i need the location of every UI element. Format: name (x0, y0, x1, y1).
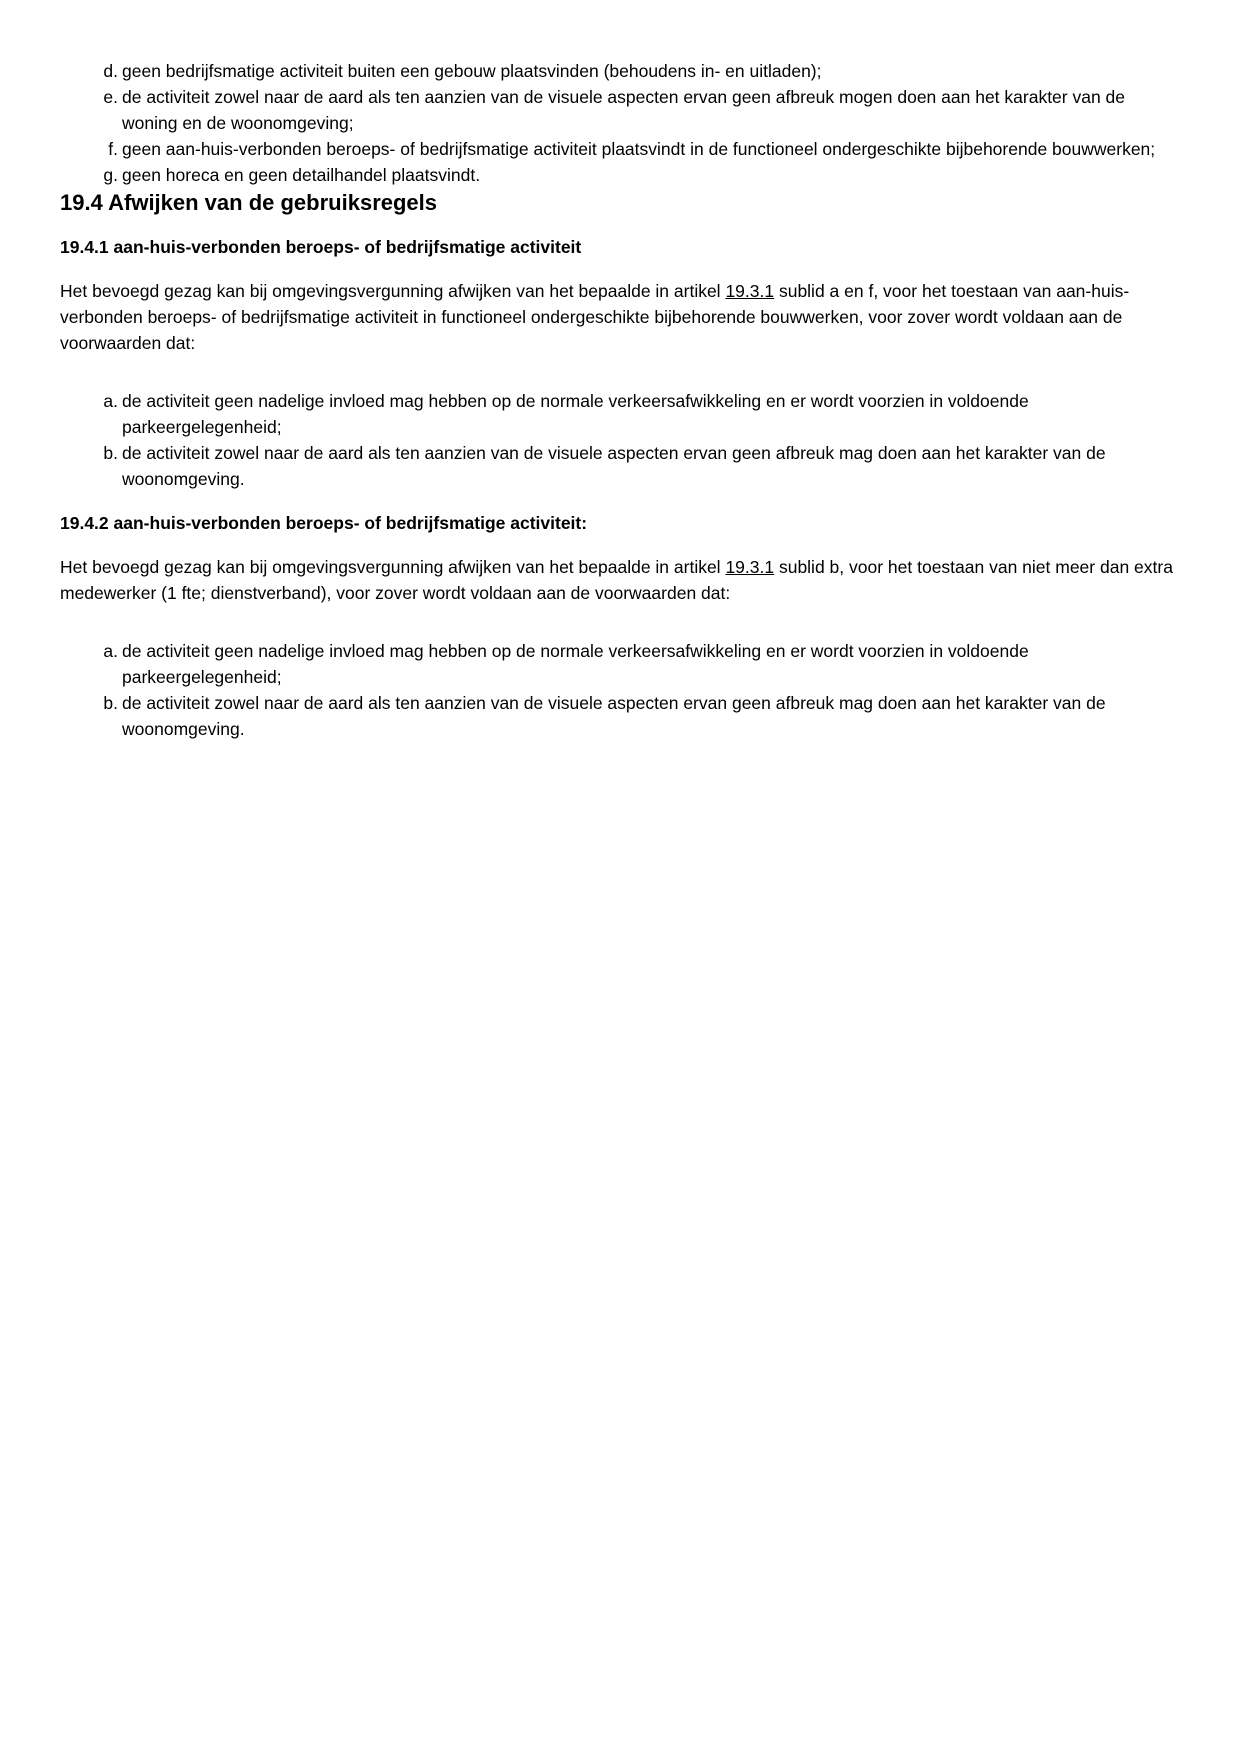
paragraph-text: Het bevoegd gezag kan bij omgevingsvergunning afwijken van het bepaalde in artikel (60, 281, 726, 301)
document-page (60, 58, 1180, 742)
list-item-text: de activiteit zowel naar de aard als ten aanzien van de visuele aspecten ervan geen afbreuk mag doen aan het karakter van de woonomgeving. (122, 443, 1106, 489)
subsection-2-paragraph (60, 554, 1180, 606)
list-item-text: de activiteit geen nadelige invloed mag hebben op de normale verkeersafwikkeling en er wordt voorzien in voldoende parkeergelegenheid; (122, 391, 1029, 437)
conditions-list-continued (60, 58, 1180, 188)
list-marker: g. (103, 165, 118, 185)
list-marker: a. (103, 641, 118, 661)
section-heading: 19.4 Afwijken van de gebruiksregels (60, 190, 438, 215)
list-item-e (60, 84, 1180, 136)
list-marker: d. (103, 61, 118, 81)
subsection-heading-1: 19.4.1 aan-huis-verbonden beroeps- of bedrijfsmatige activiteit (60, 237, 582, 257)
subsection-1-conditions (60, 388, 1180, 492)
list-item-text: geen bedrijfsmatige activiteit buiten een gebouw plaatsvinden (behoudens in- en uitladen); (122, 61, 822, 81)
list-item-text: geen horeca en geen detailhandel plaatsvindt. (122, 165, 481, 185)
list-item-text: de activiteit zowel naar de aard als ten aanzien van de visuele aspecten ervan geen afbreuk mag doen aan het karakter van de woonomgeving. (122, 693, 1106, 739)
list-marker: a. (103, 391, 118, 411)
article-reference-link[interactable]: 19.3.1 (725, 281, 775, 301)
list-item-a (60, 388, 1180, 440)
paragraph-text: sublid b, voor het toestaan van niet meer dan extra medewerker (1 fte; dienstverband), voor zover wordt voldaan aan de voorwaarden dat: (60, 557, 1173, 603)
paragraph-text: Het bevoegd gezag kan bij omgevingsvergunning afwijken van het bepaalde in artikel (60, 557, 726, 577)
list-item-text: de activiteit geen nadelige invloed mag hebben op de normale verkeersafwikkeling en er wordt voorzien in voldoende parkeergelegenheid; (122, 641, 1029, 687)
list-item-f (60, 136, 1180, 162)
list-item-text: de activiteit zowel naar de aard als ten aanzien van de visuele aspecten ervan geen afbreuk mogen doen aan het karakter van de woning en de woonomgeving; (122, 87, 1126, 133)
list-item-a (60, 638, 1180, 690)
paragraph-text: sublid a en f, voor het toestaan van aan-huis-verbonden beroeps- of bedrijfsmatige activiteit in functioneel ondergeschikte bijbehorende bouwwerken, voor zover wordt voldaan aan de voorwaarden dat: (60, 281, 1130, 353)
subsection-1-paragraph (60, 278, 1180, 356)
subsection-heading-2: 19.4.2 aan-huis-verbonden beroeps- of bedrijfsmatige activiteit: (60, 513, 588, 533)
list-item-b (60, 440, 1180, 492)
list-item-b (60, 690, 1180, 742)
list-item-g (60, 162, 1180, 188)
list-marker: f. (108, 139, 118, 159)
list-item-d (60, 58, 1180, 84)
list-item-text: geen aan-huis-verbonden beroeps- of bedrijfsmatige activiteit plaatsvindt in de functioneel ondergeschikte bijbehorende bouwwerken; (122, 139, 1156, 159)
list-marker: b. (103, 693, 118, 713)
list-marker: b. (103, 443, 118, 463)
subsection-2-conditions (60, 638, 1180, 742)
list-marker: e. (103, 87, 118, 107)
article-reference-link[interactable]: 19.3.1 (725, 557, 775, 577)
